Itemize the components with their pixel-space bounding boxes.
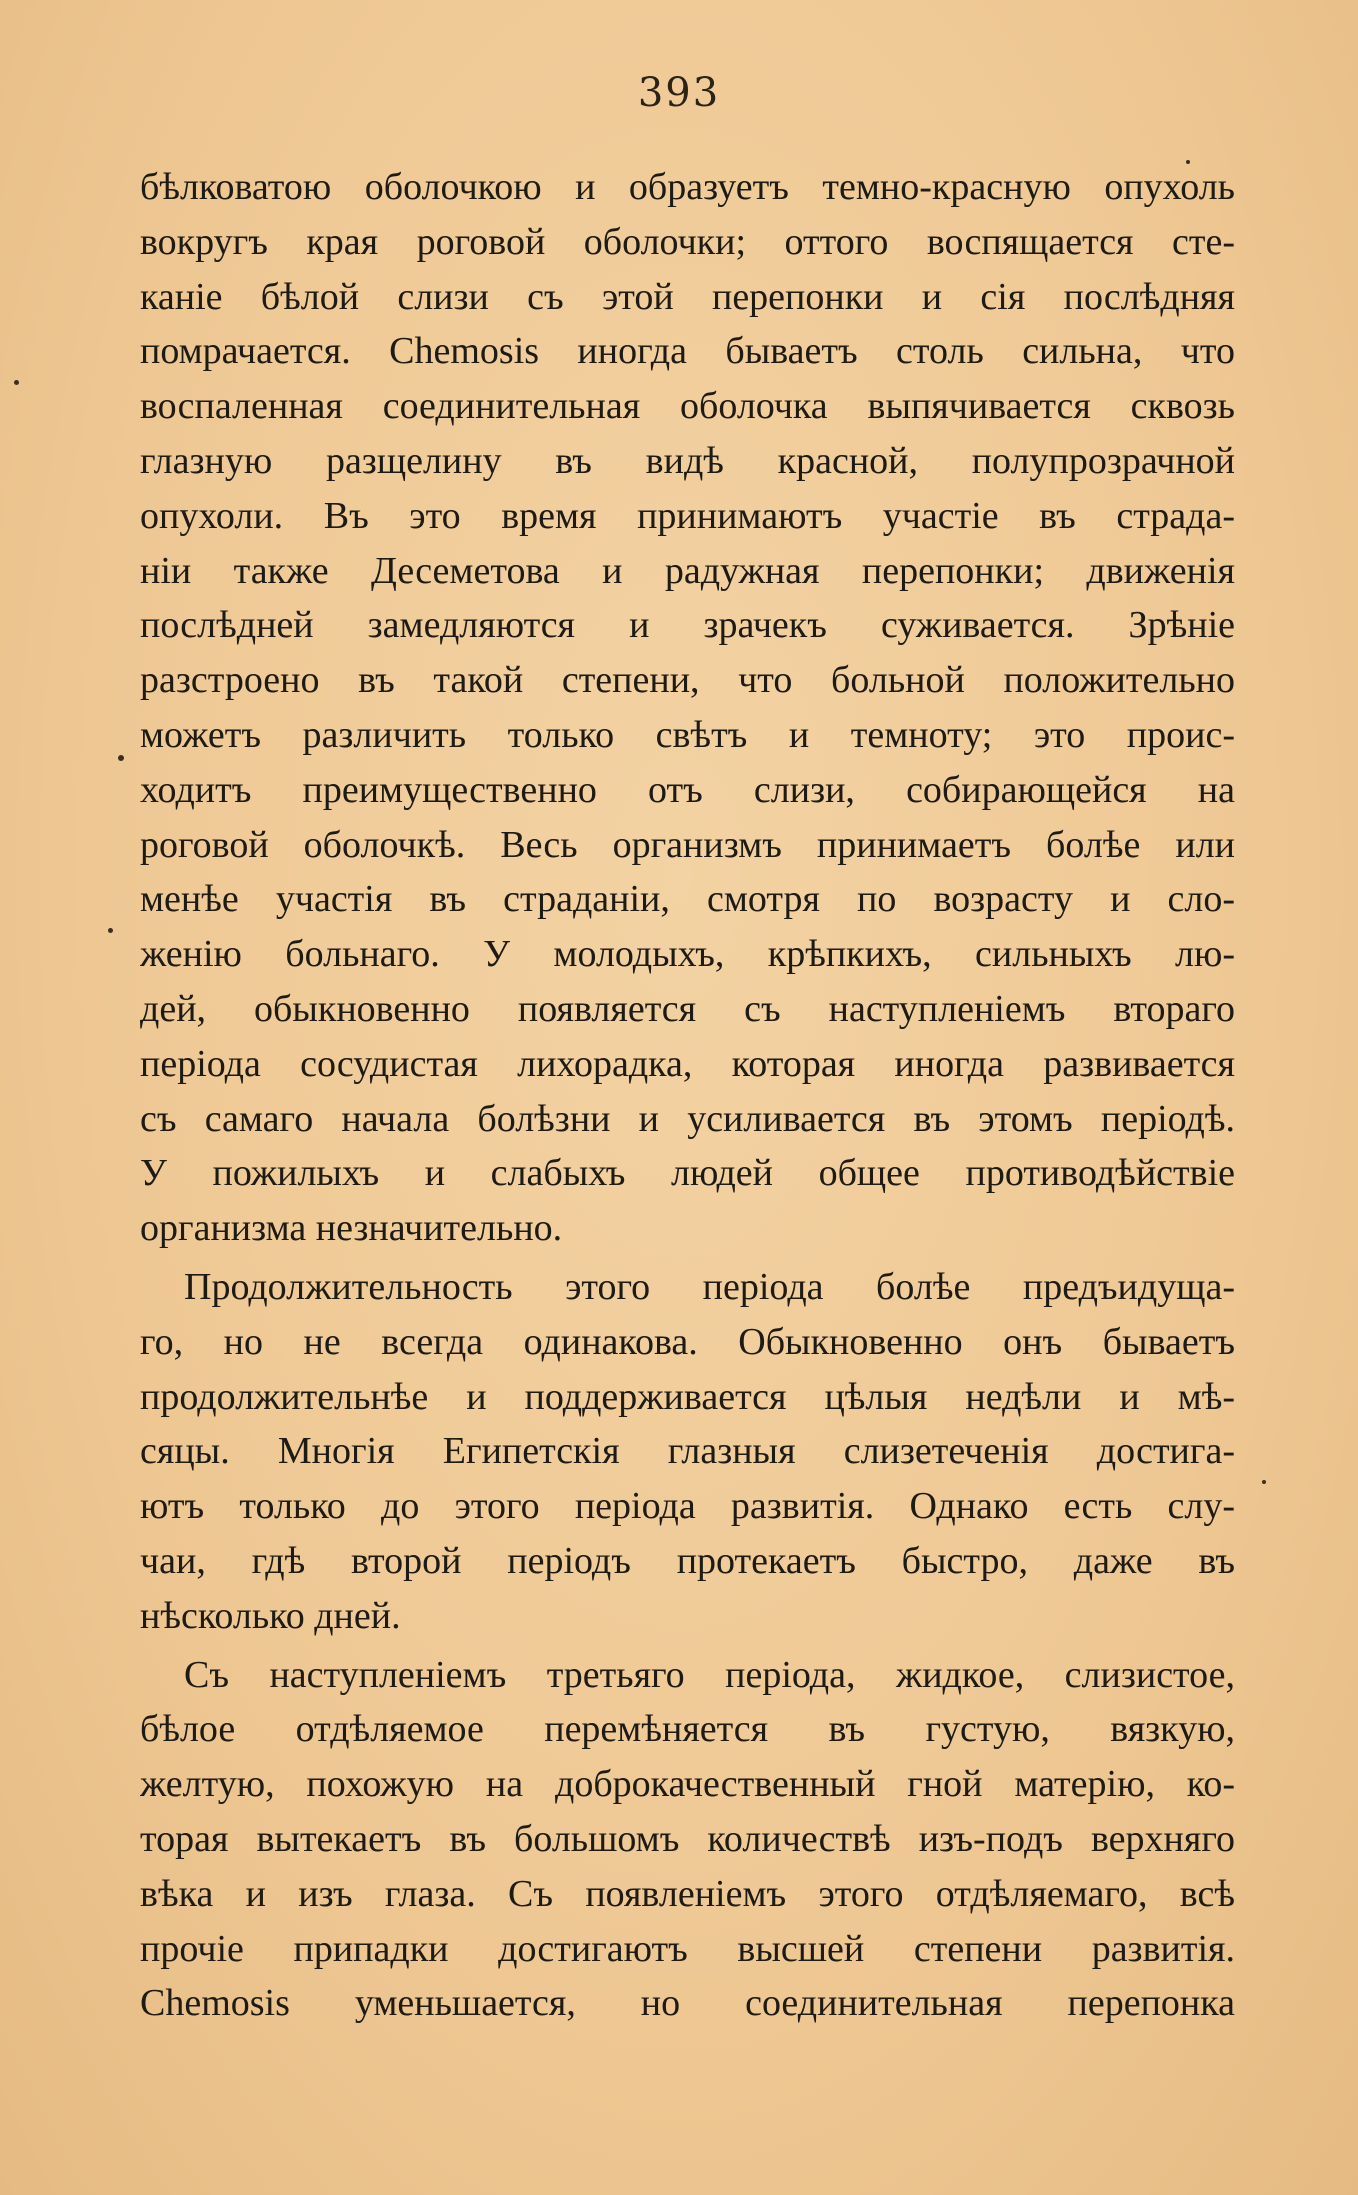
page-number: 393 [637, 70, 721, 116]
text-line: вокругъ края роговой оболочки; оттого воспящается сте- [140, 220, 1235, 263]
text-line: желтую, похожую на доброкачественный гной матерію, ко- [140, 1763, 1235, 1806]
text-line: можетъ различить только свѣтъ и темноту; это проис- [140, 713, 1235, 756]
text-line: помрачается. Chemosis иногда бываетъ столь сильна, что [140, 330, 1235, 373]
paper-speck [108, 928, 113, 933]
paper-speck [1186, 160, 1190, 164]
text-line: продолжительнѣе и поддерживается цѣлыя недѣли и мѣ- [140, 1375, 1235, 1418]
text-line: дей, обыкновенно появляется съ наступленіемъ втораго [140, 987, 1235, 1030]
text-line: роговой оболочкѣ. Весь организмъ принимаетъ болѣе или [140, 823, 1235, 866]
text-line: прочіе припадки достигаютъ высшей степени развитія. [140, 1927, 1235, 1970]
text-line: глазную разщелину въ видѣ красной, полупрозрачной [140, 439, 1235, 482]
paragraph-3 [140, 1648, 1235, 2032]
paper-speck [14, 380, 19, 385]
text-line: организма незначительно. [140, 1207, 563, 1250]
text-line: У пожилыхъ и слабыхъ людей общее противодѣйствіе [140, 1152, 1235, 1195]
text-line: Продолжительность этого періода болѣе предъидуща- [184, 1265, 1235, 1308]
text-line: женію больнаго. У молодыхъ, крѣпкихъ, сильныхъ лю- [140, 933, 1235, 976]
text-line: нѣсколько дней. [140, 1594, 401, 1637]
paper-speck [118, 755, 124, 761]
text-line: бѣлое отдѣляемое перемѣняется въ густую, вязкую, [140, 1708, 1235, 1751]
text-line: го, но не всегда одинакова. Обыкновенно онъ бываетъ [140, 1320, 1235, 1363]
text-line: чаи, гдѣ второй періодъ протекаетъ быстро, даже въ [140, 1539, 1235, 1582]
paper-speck [1262, 1480, 1266, 1484]
text-line: послѣдней замедляются и зрачекъ суживается. Зрѣніе [140, 604, 1235, 647]
text-line: торая вытекаетъ въ большомъ количествѣ изъ-подъ верхняго [140, 1817, 1235, 1860]
text-line: ютъ только до этого періода развитія. Однако есть слу- [140, 1485, 1235, 1528]
text-line: съ самаго начала болѣзни и усиливается въ этомъ періодѣ. [140, 1097, 1235, 1140]
text-line: періода сосудистая лихорадка, которая иногда развивается [140, 1042, 1235, 1085]
text-line: опухоли. Въ это время принимаютъ участіе въ страда- [140, 494, 1235, 537]
text-line: каніе бѣлой слизи съ этой перепонки и сія послѣдняя [140, 275, 1235, 318]
text-line: Съ наступленіемъ третьяго періода, жидкое, слизистое, [184, 1653, 1235, 1696]
body-text [140, 160, 1235, 2031]
text-line: вѣка и изъ глаза. Съ появленіемъ этого отдѣляемаго, всѣ [140, 1872, 1235, 1915]
text-line: менѣе участія въ страданіи, смотря по возрасту и сло- [140, 878, 1235, 921]
text-line: ніи также Десеметова и радужная перепонки; движенія [140, 549, 1235, 592]
text-line: бѣлковатою оболочкою и образуетъ темно-красную опухоль [140, 166, 1235, 208]
text-line: Chemosis уменьшается, но соединительная перепонка [140, 1982, 1235, 2025]
text-line: воспаленная соединительная оболочка выпячивается сквозь [140, 385, 1235, 428]
text-line: ходитъ преимущественно отъ слизи, собирающейся на [140, 768, 1235, 811]
paragraph-1 [140, 160, 1235, 1256]
text-line: сяцы. Многія Египетскія глазныя слизетеченія достига- [140, 1430, 1235, 1473]
text-line: разстроено въ такой степени, что больной положительно [140, 659, 1235, 702]
paragraph-2 [140, 1260, 1235, 1644]
